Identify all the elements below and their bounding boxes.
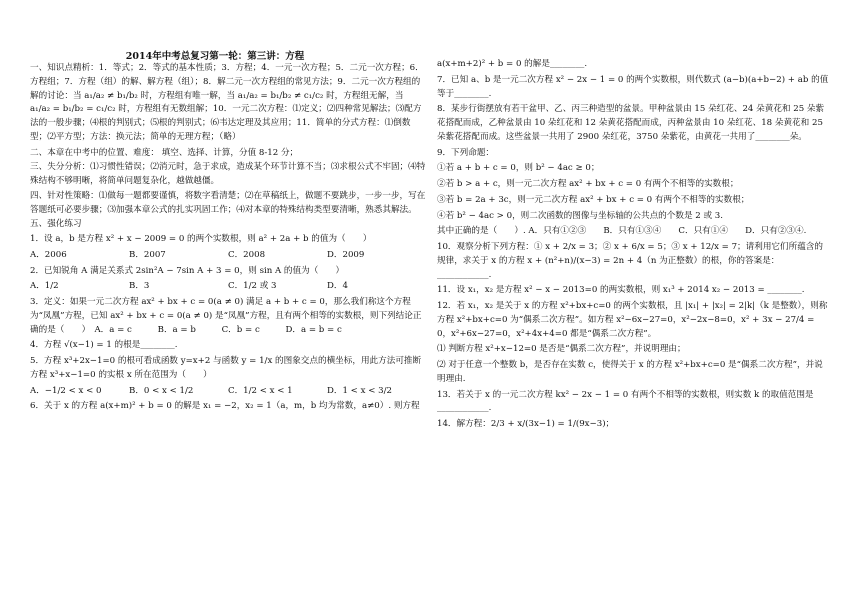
page-title: 2014年中考总复习第一轮：第三讲：方程 <box>125 51 305 62</box>
question-9-item-1: ①若 a + b + c = 0，则 b² − 4ac ≥ 0； <box>437 163 600 174</box>
question-9-item-4: ④若 b² − 4ac > 0，则二次函数的图像与坐标轴的公共点的个数是 2 或 3. <box>437 210 723 221</box>
option-d: D．1 < x < 3/2 <box>327 385 392 396</box>
question-5-options <box>30 385 426 399</box>
question-1-options <box>30 249 426 263</box>
question-8: 8．某步行街摆放有若干盆甲、乙、丙三种造型的盆景。甲种盆景由 15 朵红花、24 朵黄花和 25 朵紫花搭配而成，乙种盆景由 10 朵红花和 12 朵黄花搭配而成，丙种盆景由 10 朵红花、18 朵黄花和 25 朵紫花搭配而成。这些盆景一共用了 2900 朵红花，3750 朵紫花，由黄花一共用了________朵。 <box>437 104 825 142</box>
option-d: D．4 <box>327 281 348 292</box>
option-b: B．0 < x < 1/2 <box>129 385 194 396</box>
question-5: 5．方程 x³+2x−1=0 的根可看成函数 y=x+2 与函数 y = 1/x 的图象交点的横坐标，用此方法可推断方程 x³+x−1=0 的实根 x 所在范围为（ ） <box>30 356 422 380</box>
question-1: 1．设 a，b 是方程 x² + x − 2009 = 0 的两个实数根，则 a² + 2a + b 的值为（ ） <box>30 234 372 244</box>
question-9-item-3: ③若 b = 2a + 3c，则一元二次方程 ax² + bx + c = 0 有两个不相等的实数根； <box>437 194 750 205</box>
question-12-sub-1: ⑴ 判断方程 x²+x−12=0 是否是“偶系二次方程”，并说明理由； <box>437 344 686 355</box>
option-b: B．2007 <box>129 249 166 260</box>
question-12-sub-2: ⑵ 对于任意一个整数 b，是否存在实数 c，使得关于 x 的方程 x²+bx+c=0 是“偶系二次方程”，并说明理由. <box>437 360 823 384</box>
question-7: 7．已知 a、b 是一元二次方程 x² − 2x − 1 = 0 的两个实数根，则代数式 (a−b)(a+b−2) + ab 的值等于________. <box>437 74 829 99</box>
question-6-continued: a(x+m+2)² + b = 0 的解是________. <box>437 59 588 69</box>
option-a: A．2006 <box>30 249 67 260</box>
question-12: 12．若 x₁，x₂ 是关于 x 的方程 x²+bx+c=0 的两个实数根，且 |x₁| + |x₂| = 2|k|（k 是整数），则称方程 x²+bx+c=0 为“偶系二次方程”。如方程 x²−6x−27=0，x²−2x−8=0，x² + 3x − 27/4 = 0，x²+6x−27=0，x²+4x+4=0 都是“偶系二次方程”。 <box>437 301 828 339</box>
question-3: 3．定义：如果一元二次方程 ax² + bx + c = 0(a ≠ 0) 满足 a + b + c = 0，那么我们称这个方程为“凤凰”方程，已知 ax² + bx + c = 0(a ≠ 0) 是“凤凰”方程，且有两个相等的实数根，则下列结论正确的是（ ） A．a = c B．a = b C．b = c D．a = b = c <box>30 297 422 335</box>
option-c: C．1/2 或 3 <box>228 281 277 292</box>
right-column <box>437 58 831 434</box>
question-13: 13．若关于 x 的一元二次方程 kx² − 2x − 1 = 0 有两个不相等的实数根，则实数 k 的取值范围是____________. <box>437 389 814 414</box>
option-d: D．2009 <box>327 249 365 260</box>
option-a: A．1/2 <box>30 281 59 292</box>
section-practice-heading: 五、强化练习 <box>30 219 82 230</box>
question-14: 14．解方程：2/3 + x/(3x−1) = 1/(9x−3)； <box>437 419 615 429</box>
question-10: 10．观察分析下列方程：① x + 2/x = 3；② x + 6/x = 5；③ x + 12/x = 7；请利用它们所蕴含的规律，求关于 x 的方程 x + (n²+n)/(x−3) = 2n + 4（n 为正整数）的根，你的答案是：____________. <box>437 242 823 280</box>
knowledge-points: 一、知识点精析：1．等式；2．等式的基本性质；3．方程；4．一元一次方程；5．二元一次方程；6．方程组；7．方程（组）的解、解方程（组）；8．解二元一次方程组的常见方法；9．二元一次方程组的解的讨论：当 a₁/a₂ ≠ b₁/b₂ 时，方程组有唯一解，当 a₁/a₂ = b₁/b₂ ≠ c₁/c₂ 时，方程组无解，当 a₁/a₂ = b₁/b₂ = c₁/c₂ 时，方程组有无数组解；10．一元二次方程：⑴定义；⑵四种常见解法；⑶配方法的一般步骤；⑷根的判别式；⑸根的判别式；⑹韦达定理及其应用；11．简单的分式方程：⑴倒数型；⑵平方型；方法：换元法；简单的无理方程；（略） <box>30 63 424 142</box>
question-9-item-2: ②若 b > a + c，则一元二次方程 ax² + bx + c = 0 有两个不相等的实数根； <box>437 179 739 189</box>
section-error-analysis: 三、失分分析：⑴习惯性错误；⑵消元时，急于求成，造成某个环节计算不当；⑶求根公式不牢固；⑷特殊结构不够明晰，将简单问题复杂化，越做越僵。 <box>30 162 426 186</box>
option-b: B．3 <box>129 281 150 292</box>
question-11: 11．设 x₁，x₂ 是方程 x² − x − 2013=0 的两实数根，则 x₁³ + 2014 x₂ − 2013 = ________. <box>437 285 805 296</box>
question-2: 2．已知锐角 A 满足关系式 2sin²A − 7sin A + 3 = 0，则 sin A 的值为（ ） <box>30 265 345 276</box>
option-c: C．1/2 < x < 1 <box>228 385 293 396</box>
option-c: C．2008 <box>228 249 266 260</box>
option-a: A．−1/2 < x < 0 <box>30 385 102 396</box>
section-strategy: 四、针对性策略：⑴做每一题都要谨慎，将数字看清楚；⑵在草稿纸上，做题不要跳步，一步一步，写在答题纸可必要步骤；⑶加强本章公式的扎实巩固工作；⑷对本章的特殊结构类型要清晰，熟悉其解法。 <box>30 190 426 215</box>
question-9: 9．下列命题： <box>437 147 495 158</box>
question-2-options <box>30 280 426 294</box>
section-position: 二、本章在中考中的位置、难度： 填空、选择、计算，分值 8-12 分； <box>30 147 299 158</box>
question-6: 6．关于 x 的方程 a(x+m)² + b = 0 的解是 x₁ = −2，x₂ = 1（a，m，b 均为常数，a≠0）. 则方程 <box>30 401 420 412</box>
left-column <box>30 62 426 416</box>
question-4: 4．方程 √(x−1) = 1 的根是________. <box>30 340 178 351</box>
question-9-answer: 其中正确的是（ ）. A．只有①②③ B．只有①③④ C．只有①④ D．只有②③④. <box>437 226 807 237</box>
